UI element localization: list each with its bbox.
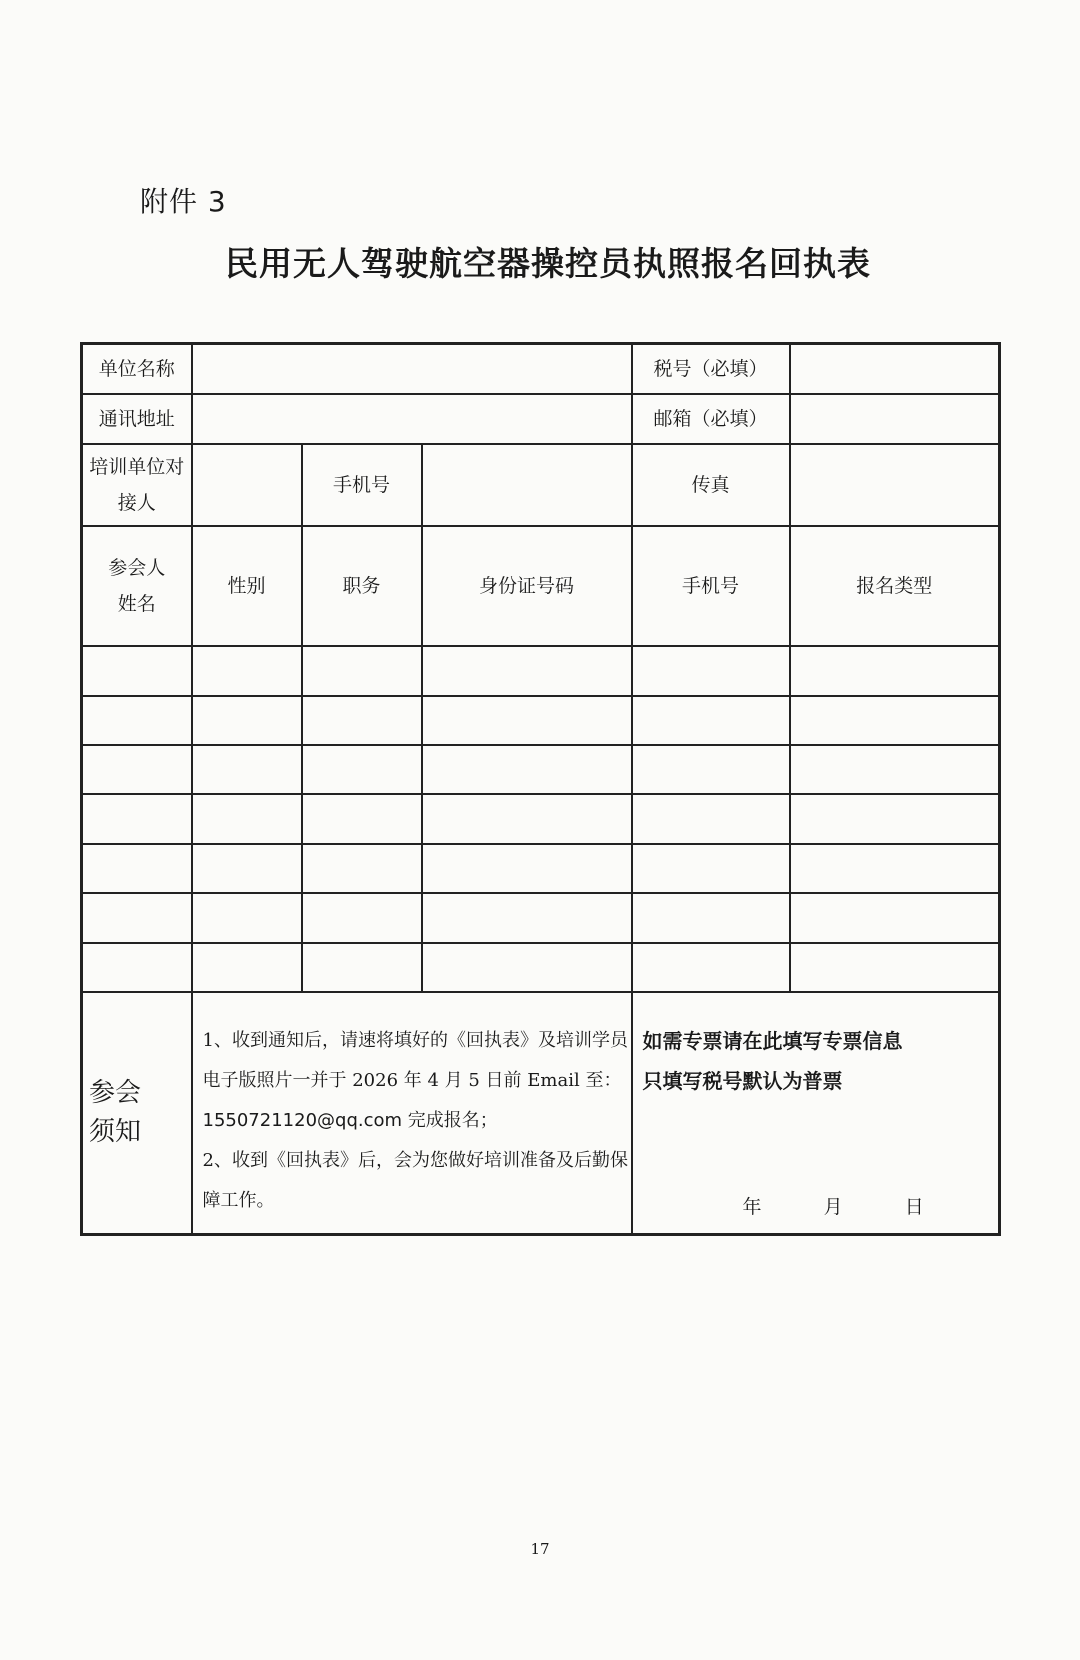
position-cell[interactable] bbox=[302, 745, 422, 794]
gender-cell[interactable] bbox=[192, 943, 302, 992]
participant-name-header-line2: 姓名 bbox=[117, 593, 156, 616]
contact-person-label-line1: 培训单位对 bbox=[89, 456, 185, 479]
participant-row bbox=[82, 893, 1000, 942]
mobile-cell[interactable] bbox=[632, 745, 790, 794]
tax-id-field[interactable] bbox=[790, 344, 1000, 394]
notice-row bbox=[82, 992, 1000, 1234]
mobile-header: 手机号 bbox=[632, 526, 790, 646]
gender-cell[interactable] bbox=[192, 745, 302, 794]
position-cell[interactable] bbox=[302, 844, 422, 893]
email-field[interactable] bbox=[790, 394, 1000, 444]
registration-type-cell[interactable] bbox=[790, 943, 1000, 992]
participant-name-cell[interactable] bbox=[82, 893, 192, 942]
participant-name-header-line1: 参会人 bbox=[108, 557, 166, 580]
notice-line-2: 电子版照片一并于 2026 年 4 月 5 日前 Email 至： bbox=[202, 1070, 622, 1092]
id-number-cell[interactable] bbox=[422, 893, 632, 942]
contact-person-field[interactable] bbox=[192, 444, 302, 526]
participant-row bbox=[82, 696, 1000, 745]
participant-row bbox=[82, 844, 1000, 893]
mobile-cell[interactable] bbox=[632, 943, 790, 992]
fax-label: 传真 bbox=[632, 444, 790, 526]
mobile-cell[interactable] bbox=[632, 893, 790, 942]
id-number-header: 身份证号码 bbox=[422, 526, 632, 646]
unit-name-field[interactable] bbox=[192, 344, 632, 394]
day-label: 日 bbox=[904, 1195, 924, 1218]
page-number: 17 bbox=[530, 1540, 550, 1558]
unit-name-row bbox=[82, 344, 1000, 394]
position-cell[interactable] bbox=[302, 696, 422, 745]
gender-cell[interactable] bbox=[192, 794, 302, 843]
contact-mobile-label: 手机号 bbox=[302, 444, 422, 526]
address-label: 通讯地址 bbox=[82, 394, 192, 444]
fax-field[interactable] bbox=[790, 444, 1000, 526]
registration-type-cell[interactable] bbox=[790, 844, 1000, 893]
month-label: 月 bbox=[823, 1195, 843, 1218]
id-number-cell[interactable] bbox=[422, 794, 632, 843]
notice-line-3 bbox=[203, 1101, 625, 1141]
position-cell[interactable] bbox=[302, 943, 422, 992]
notice-line-3-suffix: 完成报名； bbox=[402, 1110, 498, 1132]
participant-name-cell[interactable] bbox=[82, 794, 192, 843]
date-line bbox=[743, 1189, 924, 1225]
mobile-cell[interactable] bbox=[632, 844, 790, 893]
contact-mobile-field[interactable] bbox=[422, 444, 632, 526]
year-label: 年 bbox=[742, 1195, 762, 1218]
participant-name-header bbox=[82, 526, 192, 646]
notice-label-line1: 参会 bbox=[89, 1078, 142, 1109]
notice-email: 1550721120@qq.com bbox=[202, 1110, 403, 1132]
gender-cell[interactable] bbox=[192, 893, 302, 942]
participant-row bbox=[82, 646, 1000, 695]
id-number-cell[interactable] bbox=[422, 696, 632, 745]
form-title: 民用无人驾驶航空器操控员执照报名回执表 bbox=[225, 244, 871, 283]
address-field[interactable] bbox=[192, 394, 632, 444]
unit-name-label: 单位名称 bbox=[82, 344, 192, 394]
position-cell[interactable] bbox=[302, 646, 422, 695]
participant-row bbox=[82, 794, 1000, 843]
position-cell[interactable] bbox=[302, 893, 422, 942]
gender-cell[interactable] bbox=[192, 844, 302, 893]
address-row bbox=[82, 394, 1000, 444]
attachment-label: 附件 3 bbox=[140, 185, 227, 218]
contact-row bbox=[82, 444, 1000, 526]
registration-type-header: 报名类型 bbox=[790, 526, 1000, 646]
notice-label-line2: 须知 bbox=[89, 1117, 142, 1148]
participant-header-row bbox=[82, 526, 1000, 646]
notice-label bbox=[82, 992, 192, 1234]
contact-person-label-line2: 接人 bbox=[117, 492, 156, 515]
notice-line-5: 障工作。 bbox=[202, 1190, 275, 1212]
email-label: 邮箱（必填） bbox=[632, 394, 790, 444]
registration-form-table bbox=[80, 342, 1001, 1236]
mobile-cell[interactable] bbox=[632, 696, 790, 745]
position-header: 职务 bbox=[302, 526, 422, 646]
gender-cell[interactable] bbox=[192, 696, 302, 745]
mobile-cell[interactable] bbox=[632, 794, 790, 843]
gender-cell[interactable] bbox=[192, 646, 302, 695]
tax-id-label: 税号（必填） bbox=[632, 344, 790, 394]
contact-person-label bbox=[82, 444, 192, 526]
registration-type-cell[interactable] bbox=[790, 745, 1000, 794]
participant-name-cell[interactable] bbox=[82, 696, 192, 745]
mobile-cell[interactable] bbox=[632, 646, 790, 695]
participant-name-cell[interactable] bbox=[82, 646, 192, 695]
participant-row bbox=[82, 745, 1000, 794]
invoice-info-cell[interactable] bbox=[632, 992, 1000, 1234]
registration-type-cell[interactable] bbox=[790, 696, 1000, 745]
gender-header: 性别 bbox=[192, 526, 302, 646]
id-number-cell[interactable] bbox=[422, 745, 632, 794]
participant-name-cell[interactable] bbox=[82, 745, 192, 794]
notice-body bbox=[192, 992, 632, 1234]
participant-name-cell[interactable] bbox=[82, 844, 192, 893]
position-cell[interactable] bbox=[302, 794, 422, 843]
id-number-cell[interactable] bbox=[422, 646, 632, 695]
id-number-cell[interactable] bbox=[422, 943, 632, 992]
invoice-line-2: 只填写税号默认为普票 bbox=[642, 1069, 843, 1094]
participant-row bbox=[82, 943, 1000, 992]
invoice-line-1: 如需专票请在此填写专票信息 bbox=[642, 1029, 903, 1054]
registration-type-cell[interactable] bbox=[790, 893, 1000, 942]
notice-line-1: 1、收到通知后，请速将填好的《回执表》及培训学员 bbox=[202, 1030, 628, 1052]
notice-line-4: 2、收到《回执表》后，会为您做好培训准备及后勤保 bbox=[202, 1150, 628, 1172]
id-number-cell[interactable] bbox=[422, 844, 632, 893]
registration-type-cell[interactable] bbox=[790, 794, 1000, 843]
participant-name-cell[interactable] bbox=[82, 943, 192, 992]
registration-type-cell[interactable] bbox=[790, 646, 1000, 695]
